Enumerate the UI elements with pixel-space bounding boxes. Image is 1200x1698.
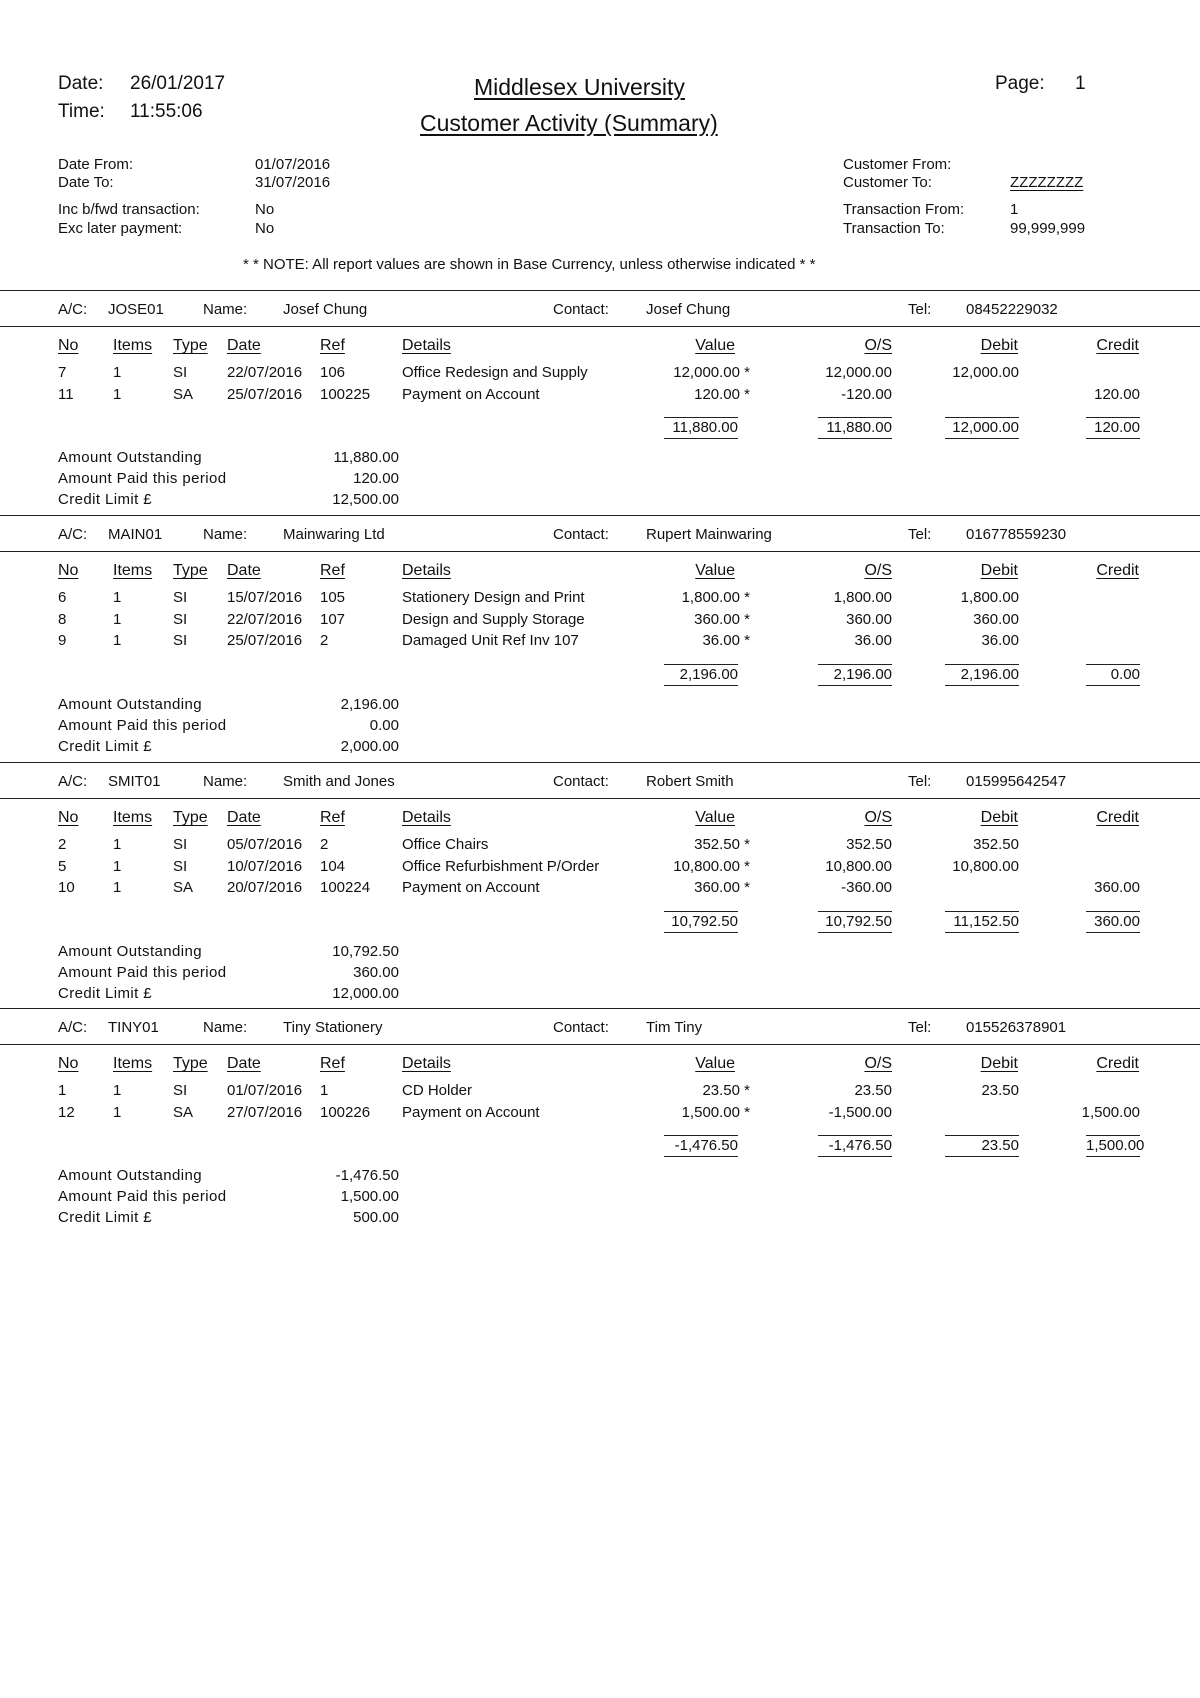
col-header-type: Type [173,809,208,826]
row-os: 352.50 [846,836,892,853]
col-header-type: Type [173,562,208,579]
amount-paid-value: 360.00 [353,963,399,981]
col-header-os: O/S [864,562,892,579]
row-os: 360.00 [846,610,892,628]
table-row [0,386,1200,408]
report-title: Middlesex University [474,74,685,100]
total-os-value: -1,476.50 [828,1137,892,1154]
account-name: Smith and Jones [283,773,395,790]
account-name: Tiny Stationery [283,1019,383,1036]
amount-outstanding-label: Amount Outstanding [58,695,202,713]
col-header-debit: Debit [980,1055,1018,1072]
account-tel: 016778559230 [966,526,1067,543]
row-value: 12,000.00 * [673,364,750,381]
total-value-value: 11,880.00 [672,419,738,436]
row-ref: 2 [320,836,329,853]
col-header-credit: Credit [1096,809,1139,826]
credit-limit-label: Credit Limit £ [58,491,152,508]
row-details: Stationery Design and Print [402,589,585,606]
account-header-rule [0,798,1200,799]
total-os-value: 10,792.50 [825,912,892,930]
account-contact: Rupert Mainwaring [646,526,772,543]
account-contact-label: Contact: [553,773,609,790]
credit-limit-label: Credit Limit £ [58,984,152,1002]
account-name-label: Name: [203,1019,248,1036]
account-tel-label: Tel: [908,526,932,543]
col-header-value: Value [695,1055,735,1072]
account-code: SMIT01 [108,773,161,790]
row-ref: 2 [320,632,329,649]
row-value: 1,800.00 * [681,589,750,606]
customer-from-label: Customer From: [843,156,952,173]
col-header-os: O/S [864,1055,892,1072]
account-code-label: A/C: [58,1019,88,1036]
row-ref: 106 [320,364,346,381]
account-name: Josef Chung [283,301,368,318]
row-items: 1 [113,836,122,853]
row-date: 20/07/2016 [227,879,303,896]
row-debit: 23.50 [981,1082,1019,1099]
row-items: 1 [113,879,122,896]
row-date: 01/07/2016 [227,1082,303,1099]
report-time: 11:55:06 [130,101,203,122]
row-ref: 100226 [320,1103,371,1121]
row-os: 12,000.00 [825,364,892,381]
exc-later-label: Exc later payment: [58,220,183,237]
total-credit-value: 120.00 [1094,419,1140,436]
col-header-details: Details [402,809,451,826]
account-code-label: A/C: [58,773,88,790]
inc-bfwd-label: Inc b/fwd transaction: [58,201,200,218]
total-credit [1086,911,1140,933]
row-date: 22/07/2016 [227,610,303,628]
col-header-credit: Credit [1096,562,1139,579]
row-details: Payment on Account [402,1103,540,1121]
account-tel-label: Tel: [908,1019,932,1036]
table-row [0,589,1200,611]
date-from-value: 01/07/2016 [255,156,331,173]
row-ref: 105 [320,589,346,606]
account-name-label: Name: [203,773,248,790]
col-header-items: Items [113,1055,153,1072]
inc-bfwd-value: No [255,201,275,218]
row-type: SA [173,385,194,403]
row-type: SI [173,610,188,628]
col-header-date: Date [227,562,261,579]
amount-paid-value: 0.00 [369,716,399,734]
amount-paid-value: 120.00 [353,470,399,487]
account-tel: 015995642547 [966,773,1067,790]
transaction-from-label: Transaction From: [843,201,965,218]
customer-to-label: Customer To: [843,174,932,191]
total-debit-value: 2,196.00 [960,665,1019,683]
row-details: Design and Supply Storage [402,610,585,628]
page-number: 1 [1075,73,1086,94]
exc-later-value: No [255,220,275,237]
row-no: 1 [58,1082,67,1099]
credit-limit-label: Credit Limit £ [58,1209,152,1226]
col-header-details: Details [402,1055,451,1072]
date-to-label: Date To: [58,174,114,191]
account-name-label: Name: [203,301,248,318]
row-debit: 1,800.00 [960,589,1019,606]
amount-outstanding-value: 11,880.00 [333,449,399,466]
customer-to-value: ZZZZZZZZ [1010,174,1084,191]
account-contact-label: Contact: [553,526,609,543]
row-details: Payment on Account [402,385,540,403]
row-type: SA [173,1103,194,1121]
amount-paid-label: Amount Paid this period [58,963,227,981]
row-os: -1,500.00 [828,1103,892,1121]
row-no: 11 [58,385,74,403]
row-items: 1 [113,385,122,403]
row-os: -360.00 [841,879,892,896]
amount-outstanding-value: 10,792.50 [332,942,399,960]
total-os [818,911,892,933]
row-items: 1 [113,589,122,606]
total-debit [945,664,1019,686]
amount-paid-label: Amount Paid this period [58,1188,227,1205]
row-date: 05/07/2016 [227,836,303,853]
amount-paid-label: Amount Paid this period [58,716,227,734]
row-items: 1 [113,1082,122,1099]
account-header-rule [0,326,1200,327]
row-ref: 100225 [320,385,371,403]
row-os: 36.00 [854,632,892,649]
credit-limit-value: 12,500.00 [332,491,399,508]
account-top-rule [0,1008,1200,1009]
col-header-debit: Debit [980,562,1018,579]
row-value: 36.00 * [702,632,750,649]
total-credit-value: 1,500.00 [1086,1137,1145,1154]
row-value: 10,800.00 * [673,857,750,875]
total-debit [945,911,1019,933]
amount-outstanding-label: Amount Outstanding [58,1167,202,1184]
account-contact-label: Contact: [553,301,609,318]
row-type: SA [173,879,194,896]
row-type: SI [173,836,188,853]
col-header-date: Date [227,809,261,826]
row-type: SI [173,1082,188,1099]
col-header-os: O/S [864,809,892,826]
credit-limit-label: Credit Limit £ [58,737,152,755]
amount-outstanding-value: 2,196.00 [340,695,399,713]
row-value: 352.50 * [694,836,750,853]
row-value: 360.00 * [694,610,750,628]
row-details: Office Chairs [402,836,489,853]
account-header-rule [0,551,1200,552]
credit-limit-value: 2,000.00 [340,737,399,755]
row-credit: 1,500.00 [1081,1103,1140,1121]
credit-limit-value: 12,000.00 [332,984,399,1002]
account-name-label: Name: [203,526,248,543]
col-header-value: Value [695,337,735,354]
report-date: 26/01/2017 [130,73,226,94]
row-no: 12 [58,1103,75,1121]
account-code: TINY01 [108,1019,159,1036]
total-value-value: -1,476.50 [674,1137,738,1154]
amount-outstanding-label: Amount Outstanding [58,942,202,960]
total-credit-value: 0.00 [1110,665,1140,683]
table-row [0,858,1200,880]
total-os [818,417,892,439]
table-row [0,364,1200,386]
row-date: 27/07/2016 [227,1103,303,1121]
col-header-items: Items [113,562,153,579]
row-date: 15/07/2016 [227,589,303,606]
row-date: 25/07/2016 [227,385,303,403]
transaction-to-label: Transaction To: [843,220,945,237]
row-os: 23.50 [854,1082,892,1099]
row-date: 22/07/2016 [227,364,303,381]
account-contact: Josef Chung [646,301,731,318]
total-value [664,664,738,686]
table-row [0,1104,1200,1126]
col-header-details: Details [402,337,451,354]
row-details: CD Holder [402,1082,473,1099]
amount-paid-label: Amount Paid this period [58,470,227,487]
total-debit-value: 12,000.00 [952,419,1019,436]
transaction-from-value: 1 [1010,201,1019,218]
row-debit: 360.00 [973,610,1019,628]
col-header-type: Type [173,337,208,354]
col-header-debit: Debit [980,337,1018,354]
col-header-ref: Ref [320,562,345,579]
row-items: 1 [113,632,122,649]
row-debit: 12,000.00 [952,364,1019,381]
account-top-rule [0,290,1200,291]
col-header-no: No [58,1055,79,1072]
account-contact: Robert Smith [646,773,734,790]
account-contact-label: Contact: [553,1019,609,1036]
account-code: MAIN01 [108,526,163,543]
col-header-no: No [58,562,79,579]
row-no: 6 [58,589,67,606]
row-items: 1 [113,857,122,875]
total-credit-value: 360.00 [1094,912,1140,930]
col-header-credit: Credit [1096,1055,1139,1072]
row-type: SI [173,589,188,606]
row-value: 1,500.00 * [681,1103,750,1121]
row-items: 1 [113,364,122,381]
total-credit [1086,664,1140,686]
row-no: 2 [58,836,67,853]
row-ref: 107 [320,610,346,628]
col-header-details: Details [402,562,451,579]
account-code-label: A/C: [58,526,88,543]
col-header-type: Type [173,1055,208,1072]
row-value: 23.50 * [702,1082,750,1099]
account-tel: 08452229032 [966,301,1058,318]
account-tel-label: Tel: [908,301,932,318]
account-code: JOSE01 [108,301,164,318]
row-value: 360.00 * [694,879,750,896]
col-header-debit: Debit [980,809,1018,826]
total-value-value: 2,196.00 [679,665,738,683]
row-credit: 120.00 [1094,385,1140,403]
col-header-no: No [58,809,79,826]
col-header-credit: Credit [1096,337,1139,354]
col-header-date: Date [227,1055,261,1072]
account-top-rule [0,762,1200,763]
row-details: Payment on Account [402,879,540,896]
total-os-value: 2,196.00 [833,665,892,683]
table-row [0,632,1200,654]
col-header-no: No [58,337,79,354]
date-label: Date: [58,73,104,94]
total-debit [945,1135,1019,1157]
row-no: 9 [58,632,67,649]
row-type: SI [173,364,188,381]
total-debit-value: 11,152.50 [953,912,1019,930]
account-header-rule [0,1044,1200,1045]
row-debit: 10,800.00 [952,857,1019,875]
row-no: 5 [58,857,67,875]
row-no: 7 [58,364,67,381]
table-row [0,611,1200,633]
row-details: Office Redesign and Supply [402,364,588,381]
total-value [664,1135,738,1157]
row-details: Damaged Unit Ref Inv 107 [402,632,579,649]
row-os: 10,800.00 [825,857,892,875]
report-subtitle: Customer Activity (Summary) [420,110,718,136]
account-name: Mainwaring Ltd [283,526,385,543]
total-value-value: 10,792.50 [671,912,738,930]
total-value [664,417,738,439]
col-header-ref: Ref [320,1055,345,1072]
total-credit [1086,1135,1145,1157]
row-no: 10 [58,879,75,896]
transaction-to-value: 99,999,999 [1010,220,1086,237]
table-row [0,1082,1200,1104]
col-header-items: Items [113,809,153,826]
row-debit: 352.50 [973,836,1019,853]
total-os [818,664,892,686]
row-type: SI [173,632,188,649]
col-header-value: Value [695,809,735,826]
date-from-label: Date From: [58,156,134,173]
account-tel: 015526378901 [966,1019,1067,1036]
row-credit: 360.00 [1094,879,1140,896]
total-debit-value: 23.50 [981,1137,1019,1154]
row-value: 120.00 * [694,385,750,403]
account-contact: Tim Tiny [646,1019,703,1036]
row-items: 1 [113,1103,122,1121]
amount-paid-value: 1,500.00 [340,1188,399,1205]
row-ref: 104 [320,857,346,875]
row-date: 10/07/2016 [227,857,303,875]
row-date: 25/07/2016 [227,632,303,649]
col-header-ref: Ref [320,337,345,354]
col-header-items: Items [113,337,153,354]
account-top-rule [0,515,1200,516]
row-os: 1,800.00 [833,589,892,606]
row-items: 1 [113,610,122,628]
credit-limit-value: 500.00 [353,1209,399,1226]
total-os-value: 11,880.00 [826,419,892,436]
col-header-os: O/S [864,337,892,354]
row-type: SI [173,857,188,875]
account-code-label: A/C: [58,301,88,318]
row-details: Office Refurbishment P/Order [402,857,600,875]
row-ref: 100224 [320,879,371,896]
currency-note: * * NOTE: All report values are shown in Base Currency, unless otherwise indicated * * [243,256,816,273]
table-row [0,879,1200,901]
row-ref: 1 [320,1082,329,1099]
total-os [818,1135,892,1157]
amount-outstanding-value: -1,476.50 [335,1167,399,1184]
col-header-value: Value [695,562,735,579]
col-header-date: Date [227,337,261,354]
date-to-value: 31/07/2016 [255,174,331,191]
col-header-ref: Ref [320,809,345,826]
page-label: Page: [995,73,1045,94]
table-row [0,836,1200,858]
total-debit [945,417,1019,439]
total-credit [1086,417,1140,439]
row-no: 8 [58,610,67,628]
account-tel-label: Tel: [908,773,932,790]
time-label: Time: [58,101,105,122]
total-value [664,911,738,933]
row-os: -120.00 [841,385,892,403]
row-debit: 36.00 [981,632,1019,649]
amount-outstanding-label: Amount Outstanding [58,449,202,466]
